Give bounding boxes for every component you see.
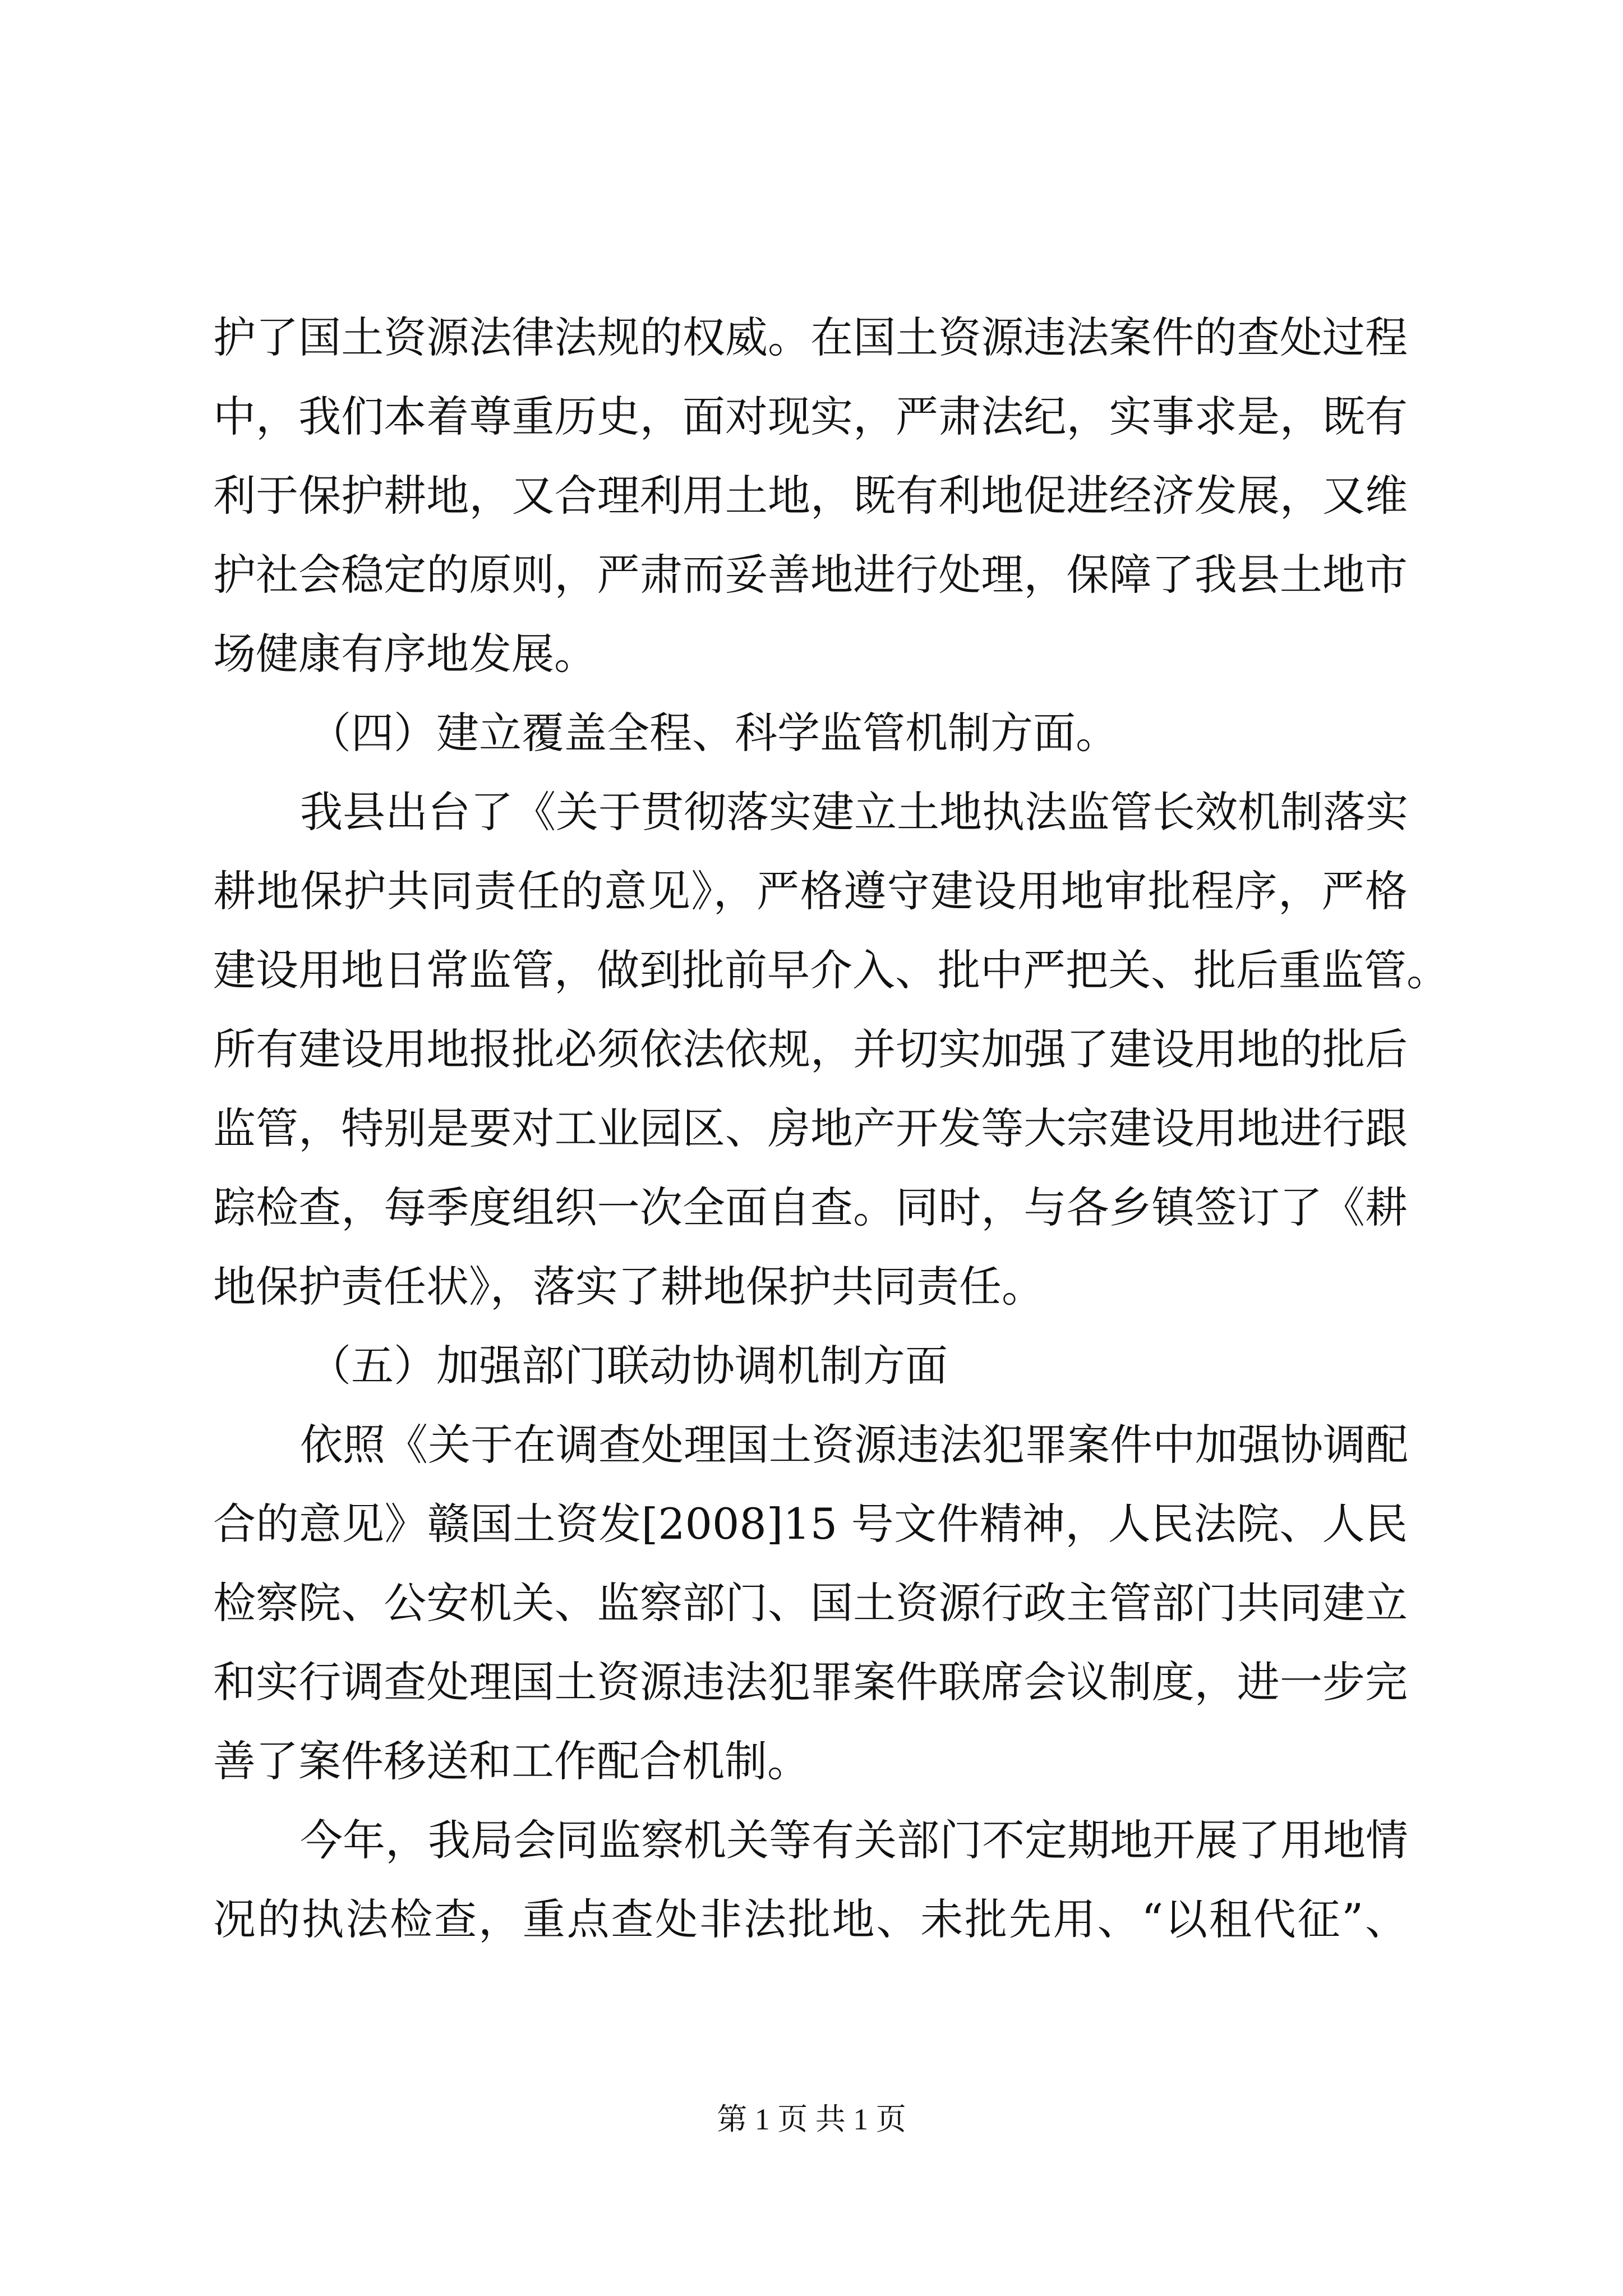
body-text-line: 护社会稳定的原则，严肃而妥善地进行处理，保障了我县土地市 xyxy=(213,550,1408,600)
body-text-line: 踪检查，每季度组织一次全面自查。同时，与各乡镇签订了《耕 xyxy=(213,1182,1408,1232)
body-text-line: 耕地保护共同责任的意见》，严格遵守建设用地审批程序，严格 xyxy=(213,866,1408,916)
section-heading-5: （五）加强部门联动协调机制方面 xyxy=(308,1341,948,1391)
paragraph-first-line: 我县出台了《关于贯彻落实建立土地执法监管长效机制落实 xyxy=(300,787,1408,837)
body-text-line: 况的执法检查，重点查处非法批地、未批先用、“以租代征”、 xyxy=(213,1894,1408,1944)
body-text-line: 地保护责任状》，落实了耕地保护共同责任。 xyxy=(213,1262,1044,1312)
body-text-line: 善了案件移送和工作配合机制。 xyxy=(213,1736,810,1786)
body-text-line: 场健康有序地发展。 xyxy=(213,629,597,679)
body-text-line: 检察院、公安机关、监察部门、国土资源行政主管部门共同建立 xyxy=(213,1578,1408,1628)
body-text-line: 中，我们本着尊重历史，面对现实，严肃法纪，实事求是，既有 xyxy=(213,392,1408,441)
paragraph-first-line: 依照《关于在调查处理国土资源违法犯罪案件中加强协调配 xyxy=(300,1420,1408,1470)
body-text-line: 建设用地日常监管，做到批前早介入、批中严把关、批后重监管。 xyxy=(213,945,1449,995)
paragraph-first-line: 今年，我局会同监察机关等有关部门不定期地开展了用地情 xyxy=(300,1815,1408,1865)
body-text-line: 护了国土资源法律法规的权威。在国土资源违法案件的查处过程 xyxy=(213,312,1408,362)
body-text-line: 合的意见》赣国土资发[2008]15 号文件精神，人民法院、人民 xyxy=(213,1499,1408,1549)
body-text-line: 利于保护耕地，又合理利用土地，既有利地促进经济发展，又维 xyxy=(213,471,1408,521)
page-footer: 第 1 页 共 1 页 xyxy=(717,2102,906,2136)
body-text-line: 和实行调查处理国土资源违法犯罪案件联席会议制度，进一步完 xyxy=(213,1657,1408,1707)
body-text-line: 监管，特别是要对工业园区、房地产开发等大宗建设用地进行跟 xyxy=(213,1103,1408,1153)
section-heading-4: （四）建立覆盖全程、科学监管机制方面。 xyxy=(308,708,1118,758)
body-text-line: 所有建设用地报批必须依法依规，并切实加强了建设用地的批后 xyxy=(213,1024,1408,1074)
